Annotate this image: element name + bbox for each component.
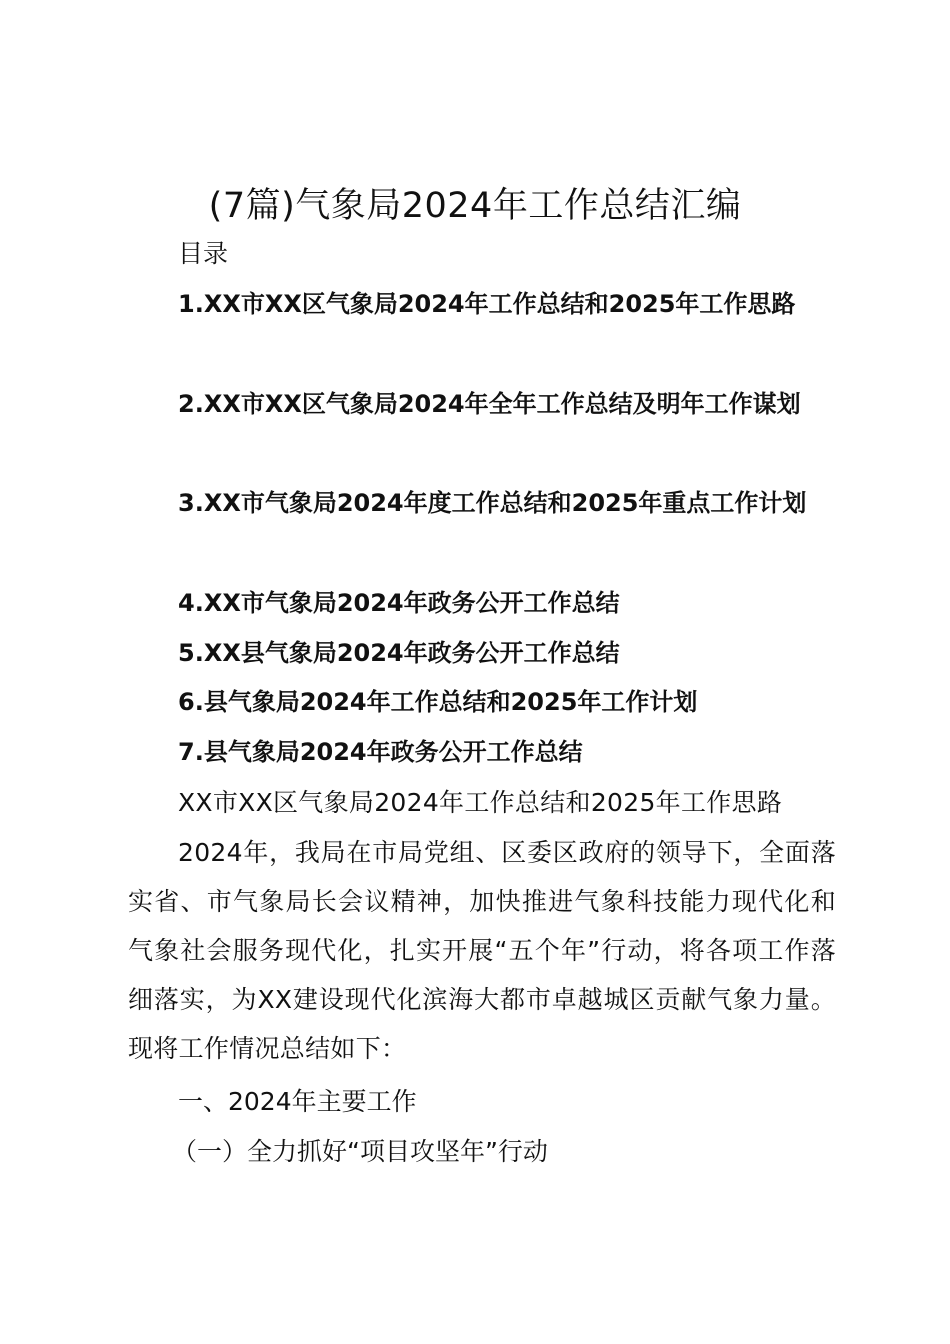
- toc-item-1: 1.XX市XX区气象局2024年工作总结和2025年工作思路: [178, 290, 796, 318]
- toc-item-4: 4.XX市气象局2024年政务公开工作总结: [178, 589, 620, 617]
- intro-paragraph: 2024年，我局在市局党组、区委区政府的领导下，全面落实省、市气象局长会议精神，加快推进气象科技能力现代化和气象社会服务现代化，扎实开展“五个年”行动，将各项工作落细落实，为XX建设现代化滨海大都市卓越城区贡献气象力量。现将工作情况总结如下：: [128, 838, 836, 1063]
- section-heading-1: 一、2024年主要工作: [178, 1087, 417, 1116]
- toc-item-6: 6.县气象局2024年工作总结和2025年工作计划: [178, 688, 698, 716]
- toc-item-3: 3.XX市气象局2024年度工作总结和2025年重点工作计划: [178, 489, 807, 517]
- document-title: (7篇)气象局2024年工作总结汇编: [208, 186, 742, 226]
- toc-item-7: 7.县气象局2024年政务公开工作总结: [178, 738, 583, 766]
- article-title: XX市XX区气象局2024年工作总结和2025年工作思路: [178, 788, 783, 817]
- subsection-heading-1: （一）全力抓好“项目攻坚年”行动: [172, 1137, 548, 1166]
- toc-item-5: 5.XX县气象局2024年政务公开工作总结: [178, 639, 620, 667]
- toc-item-2: 2.XX市XX区气象局2024年全年工作总结及明年工作谋划: [178, 390, 801, 418]
- toc-heading: 目录: [178, 239, 229, 268]
